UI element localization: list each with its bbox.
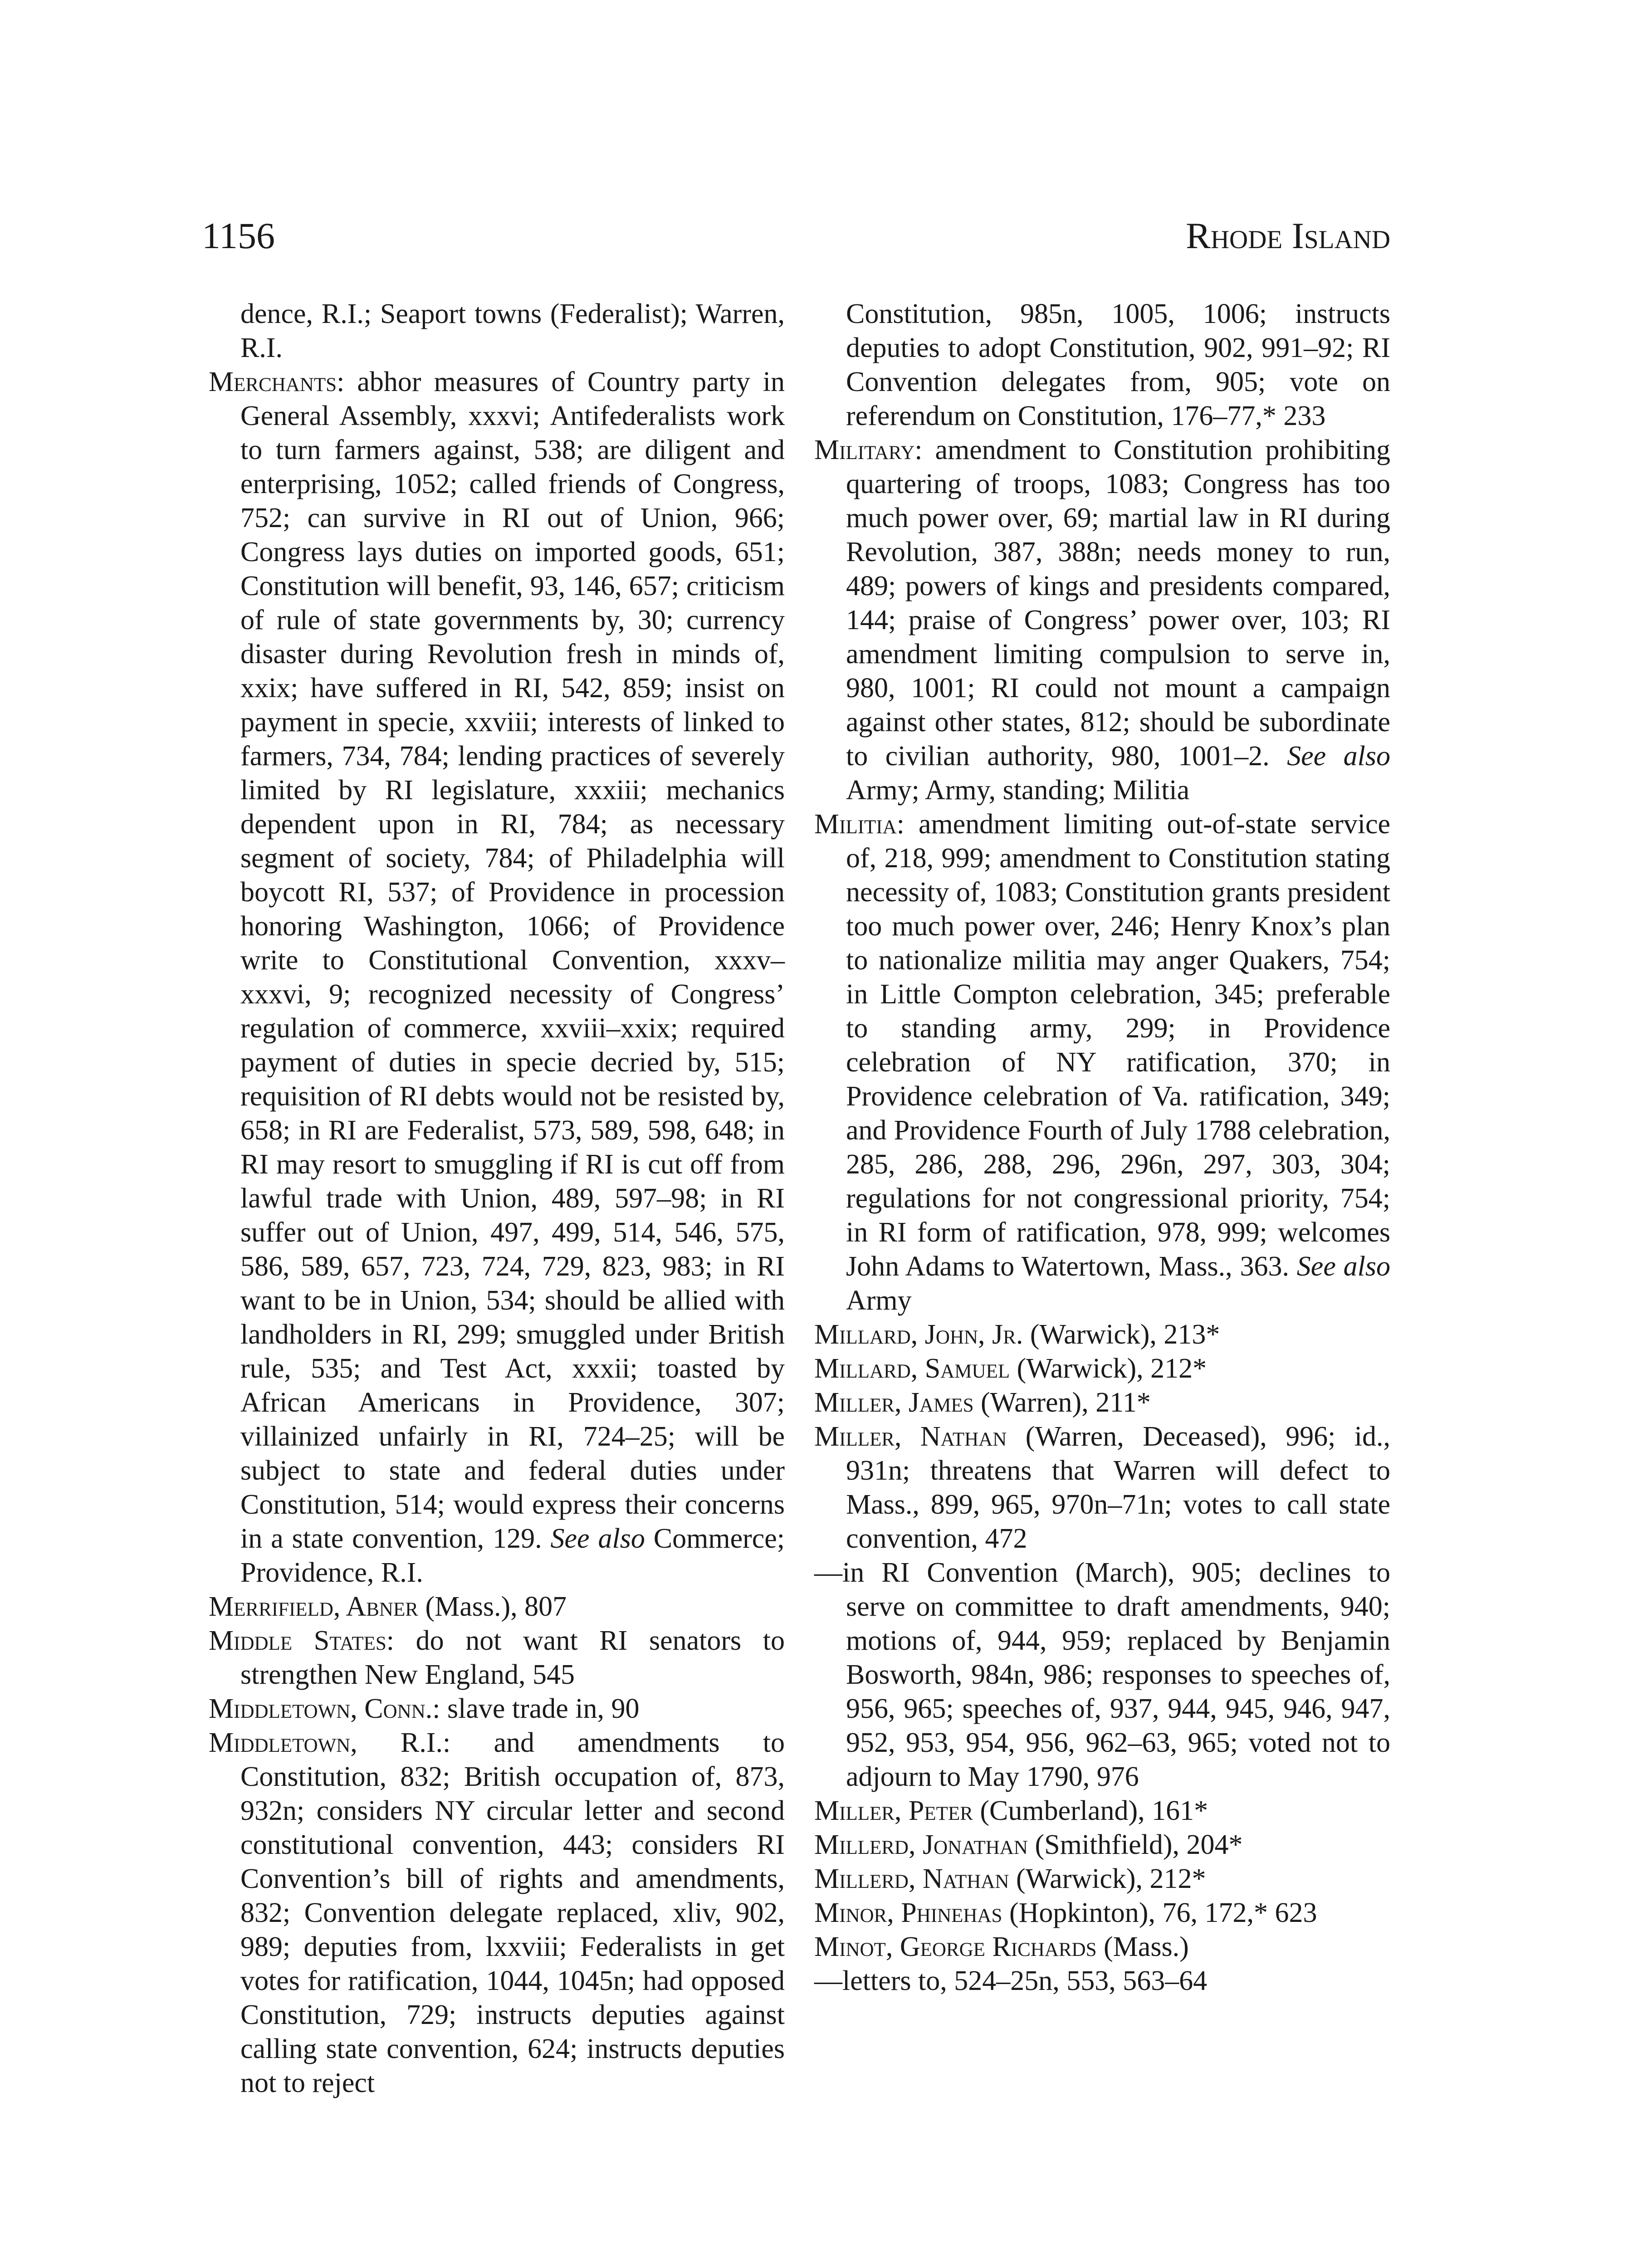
index-entry: Minot, George Richards (Mass.) — [814, 1931, 1189, 1962]
index-entry: Middletown, R.I.: and amendments to Constitution, 832; British occupation of, 873, 932n; considers NY circular letter and second constitutional convention, 443; considers RI Convention’s bill of rights and amendments, 832; Convention delegate replaced, xliv, 902, 989; deputies from, lxxviii; Federalists in get votes for ratification, 1044, 1045n; had opposed Constitution, 729; instructs deputies against calling state convention, 624; instructs deputies not to reject — [209, 1727, 785, 2098]
entry-headword: Minor, Phinehas — [814, 1897, 1002, 1928]
see-also-label: See also — [1296, 1251, 1391, 1282]
page-number: 1156 — [202, 215, 275, 256]
index-entry: Middle States: do not want RI senators to strengthen New England, 545 — [209, 1625, 785, 1690]
index-entry: Millerd, Nathan (Warwick), 212* — [814, 1863, 1206, 1894]
index-entry: dence, R.I.; Seaport towns (Federalist); Warren, R.I. — [240, 298, 785, 363]
index-subentry: —letters to, 524–25n, 553, 563–64 — [814, 1965, 1208, 1996]
entry-headword: Miller, Nathan — [814, 1421, 1007, 1452]
index-entry: Middletown, Conn.: slave trade in, 90 — [209, 1693, 640, 1724]
index-entry: Miller, Peter (Cumberland), 161* — [814, 1795, 1208, 1826]
entry-headword: Merrifield, Abner — [209, 1591, 418, 1622]
see-also-label: See also — [550, 1523, 645, 1554]
entry-headword: Merchants — [209, 367, 337, 397]
index-entry: Millard, John, Jr. (Warwick), 213* — [814, 1319, 1220, 1350]
index-entry: Constitution, 985n, 1005, 1006; instructs deputies to adopt Constitution, 902, 991–92; RI Convention delegates from, 905; vote on referendum on Constitution, 176–77,* 233 — [846, 298, 1390, 431]
running-head: Rhode Island — [1186, 215, 1390, 256]
entry-headword: Middle States — [209, 1625, 386, 1656]
index-entry: Merchants: abhor measures of Country party in General Assembly, xxxvi; Antifederalists work to turn farmers against, 538; are diligent and enterprising, 1052; called friends of Congress, 752; can survive in RI out of Union, 966; Congress lays duties on imported goods, 651; Constitution will benefit, 93, 146, 657; criticism of rule of state governments by, 30; currency disaster during Revolution fresh in minds of, xxix; have suffered in RI, 542, 859; insist on payment in specie, xxviii; interests of linked to farmers, 734, 784; lending practices of severely limited by RI legislature, xxxiii; mechanics dependent upon in RI, 784; as necessary segment of society, 784; of Philadelphia will boycott RI, 537; of Providence in procession honoring Washington, 1066; of Providence write to Constitutional Convention, xxxv–xxxvi, 9; recognized necessity of Congress’ regulation of commerce, xxviii–xxix; required payment of duties in specie decried by, 515; requisition of RI debts would not be resisted by, 658; in RI are Federalist, 573, 589, 598, 648; in RI may resort to smuggling if RI is cut off from lawful trade with Union, 489, 597–98; in RI suffer out of Union, 497, 499, 514, 546, 575, 586, 589, 657, 723, 724, 729, 823, 983; in RI want to be in Union, 534; should be allied with landholders in RI, 299; smuggled under British rule, 535; and Test Act, xxxii; toasted by African Americans in Providence, 307; villainized unfairly in RI, 724–25; will be subject to state and federal duties under Constitution, 514; would express their concerns in a state convention, 129. See also Commerce; Providence, R.I. — [209, 367, 785, 1588]
entry-headword: Miller, James — [814, 1387, 974, 1418]
index-entry: Minor, Phinehas (Hopkinton), 76, 172,* 623 — [814, 1897, 1317, 1928]
index-subentry: —in RI Convention (March), 905; declines to serve on committee to draft amendments, 940; motions of, 944, 959; replaced by Benjamin Bosworth, 984n, 986; responses to speeches of, 956, 965; speeches of, 937, 944, 945, 946, 947, 952, 953, 954, 956, 962–63, 965; voted not to adjourn to May 1790, 976 — [814, 1557, 1390, 1792]
entry-headword: Millard, John, Jr. — [814, 1319, 1023, 1350]
index-entry: Military: amendment to Constitution prohibiting quartering of troops, 1083; Congress has too much power over, 69; martial law in RI during Revolution, 387, 388n; needs money to run, 489; powers of kings and presidents compared, 144; praise of Congress’ power over, 103; RI amendment limiting compulsion to serve in, 980, 1001; RI could not mount a campaign against other states, 812; should be subordinate to civilian authority, 980, 1001–2. See also Army; Army, standing; Militia — [814, 435, 1391, 806]
index-entry: Miller, James (Warren), 211* — [814, 1387, 1151, 1418]
index-column-left — [209, 297, 785, 2100]
entry-headword: Miller, Peter — [814, 1795, 973, 1826]
entry-headword: Middletown, R.I. — [209, 1727, 443, 1758]
entry-headword: Military — [814, 435, 915, 465]
see-also-label: See also — [1287, 741, 1391, 772]
entry-headword: Millerd, Jonathan — [814, 1829, 1028, 1860]
index-entry: Millard, Samuel (Warwick), 212* — [814, 1353, 1207, 1384]
index-entry: Militia: amendment limiting out-of-state service of, 218, 999; amendment to Constitution stating necessity of, 1083; Constitution grants president too much power over, 246; Henry Knox’s plan to nationalize militia may anger Quakers, 754; in Little Compton celebration, 345; preferable to standing army, 299; in Providence celebration of NY ratification, 370; in Providence celebration of Va. ratification, 349; and Providence Fourth of July 1788 celebration, 285, 286, 288, 296, 296n, 297, 303, 304; regulations for not congressional priority, 754; in RI form of ratification, 978, 999; welcomes John Adams to Watertown, Mass., 363. See also Army — [814, 809, 1391, 1316]
index-column-right — [814, 297, 1390, 1998]
entry-headword: Millard, Samuel — [814, 1353, 1010, 1384]
index-entry: Merrifield, Abner (Mass.), 807 — [209, 1591, 567, 1622]
entry-headword: Minot, George Richards — [814, 1931, 1097, 1962]
entry-headword: Middletown, Conn. — [209, 1693, 433, 1724]
index-entry: Miller, Nathan (Warren, Deceased), 996; id., 931n; threatens that Warren will defect to Mass., 899, 965, 970n–71n; votes to call state convention, 472 — [814, 1421, 1390, 1554]
entry-headword: Millerd, Nathan — [814, 1863, 1009, 1894]
page-header — [202, 213, 1390, 268]
entry-headword: Militia — [814, 809, 897, 840]
index-entry: Millerd, Jonathan (Smithfield), 204* — [814, 1829, 1243, 1860]
